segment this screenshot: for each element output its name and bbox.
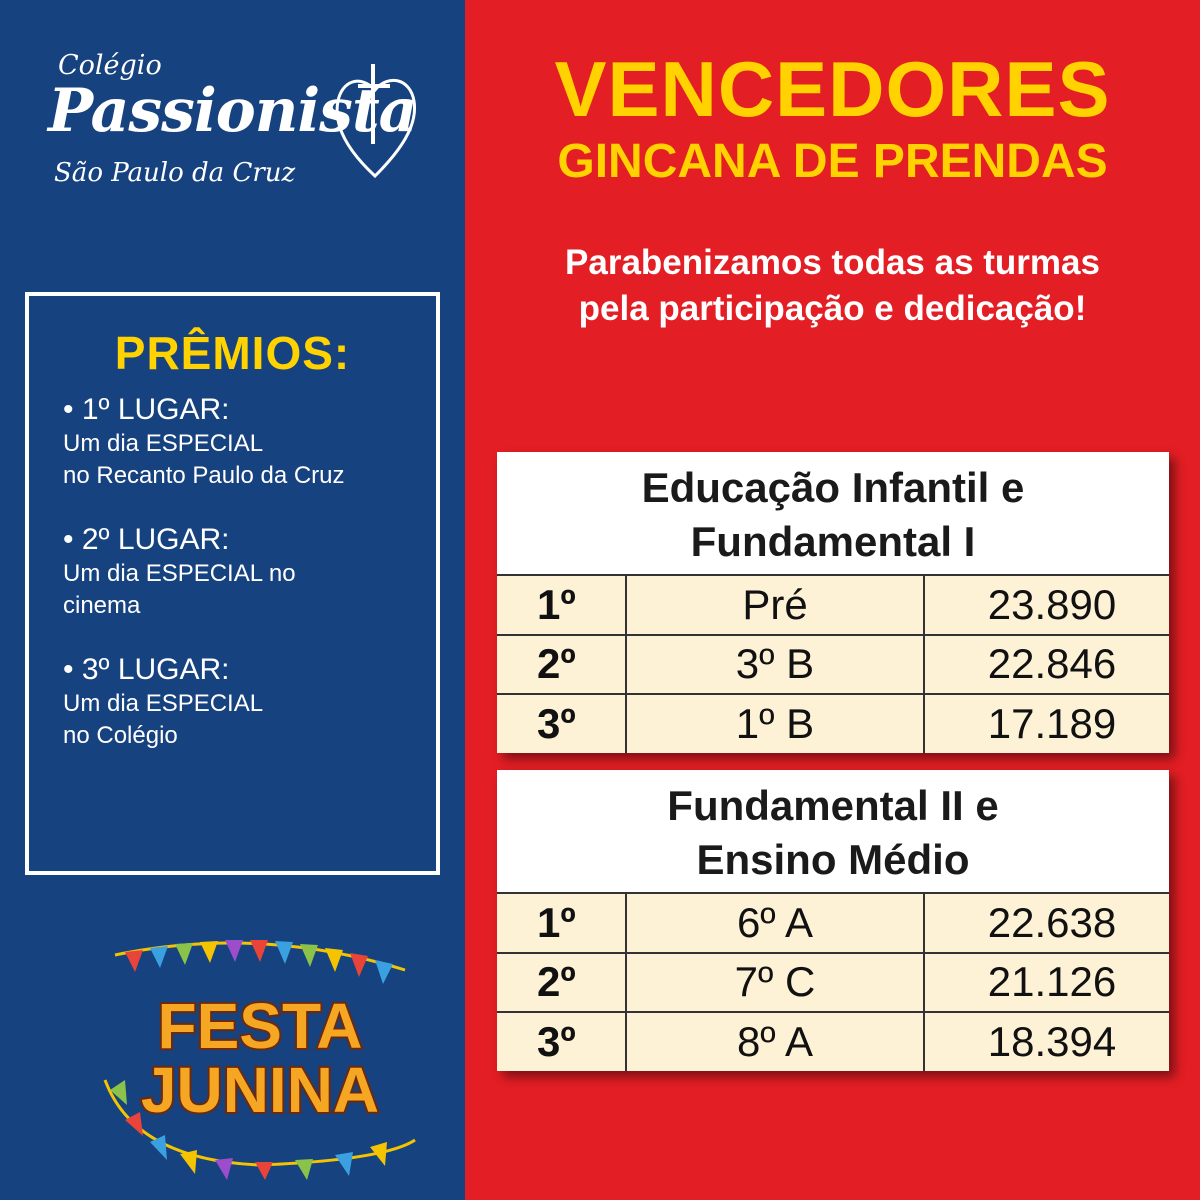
class-cell: 3º B [627, 636, 925, 694]
festa-word: FESTA [157, 990, 363, 1062]
place-cell: 3º [497, 695, 627, 753]
prize-description: Um dia ESPECIAL no Colégio [63, 690, 264, 749]
page-subtitle: GINCANA DE PRENDAS [557, 135, 1108, 188]
class-cell: Pré [627, 576, 925, 634]
prize-third [63, 652, 426, 752]
class-cell: 8º A [627, 1013, 925, 1071]
score-cell: 22.846 [987, 640, 1117, 688]
logo-line-1: Colégio [58, 50, 162, 81]
place-cell: 3º [497, 1013, 627, 1071]
table-row [497, 574, 1169, 634]
score-cell: 17.189 [987, 699, 1117, 747]
heart-cross-icon [328, 56, 423, 186]
results-table-fundamental [497, 770, 1169, 1071]
prize-description: Um dia ESPECIAL no cinema [63, 560, 296, 619]
class-cell: 7º C [627, 954, 925, 1012]
place-cell: 2º [497, 636, 627, 694]
prizes-box [25, 292, 440, 875]
score-cell: 22.638 [987, 898, 1117, 946]
page-title: VENCEDORES [554, 45, 1111, 133]
prizes-title: PRÊMIOS: [114, 327, 351, 379]
prize-heading: • 1º LUGAR: [63, 393, 230, 426]
junina-word: JUNINA [140, 1054, 380, 1126]
results-table-infantil [497, 452, 1169, 753]
table-row [497, 892, 1169, 952]
class-cell: 1º B [627, 695, 925, 753]
place-cell: 2º [497, 954, 627, 1012]
score-cell: 21.126 [987, 958, 1117, 1006]
score-cell: 23.890 [987, 580, 1117, 628]
place-cell: 1º [497, 894, 627, 952]
festa-junina-logo [95, 930, 425, 1180]
prize-heading: • 2º LUGAR: [63, 523, 230, 556]
congratulations-text: Parabenizamos todas as turmas pela participação e dedicação! [565, 243, 1100, 328]
table-title: Fundamental II e Ensino Médio [667, 782, 999, 883]
prize-second [63, 522, 426, 622]
table-row [497, 952, 1169, 1012]
prize-heading: • 3º LUGAR: [63, 653, 230, 686]
bunting-flags-icon [125, 940, 393, 984]
school-logo [48, 50, 418, 200]
class-cell: 6º A [627, 894, 925, 952]
prize-description: Um dia ESPECIAL no Recanto Paulo da Cruz [63, 430, 345, 489]
table-row [497, 693, 1169, 753]
score-cell: 18.394 [987, 1017, 1117, 1065]
table-row [497, 634, 1169, 694]
prize-first [63, 392, 426, 492]
table-row [497, 1011, 1169, 1071]
table-title: Educação Infantil e Fundamental I [641, 464, 1025, 565]
logo-line-2: Passionista [48, 76, 417, 146]
logo-line-3: São Paulo da Cruz [54, 158, 296, 188]
place-cell: 1º [497, 576, 627, 634]
